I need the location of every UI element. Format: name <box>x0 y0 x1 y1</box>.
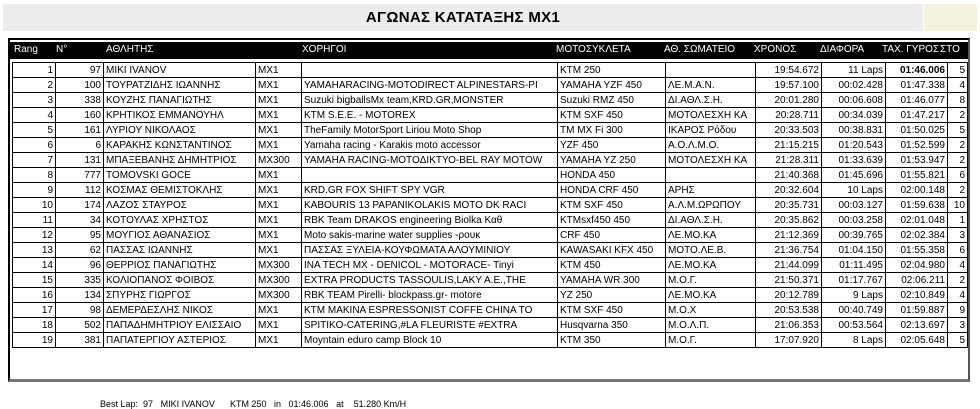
cell-rank: 1 <box>13 63 56 78</box>
cell-rider: ΤΟΥΡΑΤΖΙΔΗΣ ΙΩΑΝΝΗΣ <box>104 78 256 93</box>
cell-bike: Husqvarna 350 <box>558 318 666 333</box>
table-row <box>13 228 968 243</box>
cell-time: 20:28.711 <box>756 108 822 123</box>
cell-rider: ΠΑΠΑΤΕΡΓΙΟΥ ΑΣΤΕΡΙΟΣ <box>104 333 256 348</box>
cell-sponsors <box>302 63 558 78</box>
col-header-best-lap: ΤΑΧ. ΓΥΡΟΣ <box>882 44 940 55</box>
cell-number: 381 <box>56 333 104 348</box>
cell-sponsors: KABOURIS 13 PAPANIKOLAKIS MOTO DK RACI <box>302 198 558 213</box>
cell-lap: 2 <box>948 108 968 123</box>
cell-time: 19:54.672 <box>756 63 822 78</box>
cell-bike: YZ 250 <box>558 288 666 303</box>
cell-club: ΜΟΤΟΛΕΣΧΗ ΚΑ <box>666 153 756 168</box>
cell-lap: 2 <box>948 153 968 168</box>
cell-lap: 5 <box>948 63 968 78</box>
cell-rank: 17 <box>13 303 56 318</box>
table-row <box>13 333 968 348</box>
cell-rider: ΚΟΥΖΗΣ ΠΑΝΑΓΙΩΤΗΣ <box>104 93 256 108</box>
best-lap-number: 97 <box>143 399 154 409</box>
cell-best-lap: 02:01.048 <box>886 213 948 228</box>
cell-diff: 9 Laps <box>822 288 886 303</box>
col-header-rider: ΑΘΛΗΤΗΣ <box>106 44 154 55</box>
cell-time: 17:07.920 <box>756 333 822 348</box>
cell-number: 335 <box>56 273 104 288</box>
cell-diff: 8 Laps <box>822 333 886 348</box>
col-header-rank: Rang <box>14 44 38 55</box>
cell-club: Μ.Ο.Γ. <box>666 273 756 288</box>
cell-rank: 16 <box>13 288 56 303</box>
cell-lap: 9 <box>948 303 968 318</box>
cell-diff: 00:06.608 <box>822 93 886 108</box>
cell-bike: HONDA CRF 450 <box>558 183 666 198</box>
cell-best-lap: 02:04.980 <box>886 258 948 273</box>
cell-diff: 00:53.564 <box>822 318 886 333</box>
cell-rider: ΣΠΥΡΗΣ ΓΙΩΡΓΟΣ <box>104 288 256 303</box>
cell-time: 21:40.368 <box>756 168 822 183</box>
cell-class: MX1 <box>256 213 302 228</box>
cell-club: ΜΟΤΟΛΕΣΧΗ ΚΑ <box>666 108 756 123</box>
cell-best-lap: 01:55.821 <box>886 168 948 183</box>
cell-bike: TM MX Fi 300 <box>558 123 666 138</box>
cell-club: Μ.Ο.Γ. <box>666 333 756 348</box>
col-header-diff: ΔΙΑΦΟΡΑ <box>820 44 865 55</box>
cell-class: MX1 <box>256 168 302 183</box>
cell-number: 777 <box>56 168 104 183</box>
best-lap-speed: 51.280 Km/H <box>353 399 407 409</box>
cell-best-lap: 01:46.006 <box>886 63 948 78</box>
cell-diff: 01:45.696 <box>822 168 886 183</box>
cell-class: MX1 <box>256 333 302 348</box>
cell-rider: ΛΑΖΟΣ ΣΤΑΥΡΟΣ <box>104 198 256 213</box>
best-lap-footer <box>100 399 406 409</box>
cell-club: ΑΡΗΣ <box>666 183 756 198</box>
cell-best-lap: 02:10.849 <box>886 288 948 303</box>
cell-sponsors <box>302 168 558 183</box>
cell-bike: KTM SXF 450 <box>558 303 666 318</box>
cell-rider: ΜΠΑΞΕΒΑΝΗΣ ΔΗΜΗΤΡΙΟΣ <box>104 153 256 168</box>
cell-rank: 11 <box>13 213 56 228</box>
cell-class: MX300 <box>256 273 302 288</box>
cell-club: ΛΕ.ΜΟ.ΚΑ <box>666 288 756 303</box>
cell-bike: KTMsxf450 450 <box>558 213 666 228</box>
cell-number: 338 <box>56 93 104 108</box>
cell-lap: 5 <box>948 333 968 348</box>
col-header-bike: ΜΟΤΟΣΥΚΛΕΤΑ <box>556 44 631 55</box>
table-row <box>13 258 968 273</box>
cell-best-lap: 02:05.648 <box>886 333 948 348</box>
cell-rank: 3 <box>13 93 56 108</box>
table-row <box>13 318 968 333</box>
cell-best-lap: 01:50.025 <box>886 123 948 138</box>
cell-time: 20:01.280 <box>756 93 822 108</box>
table-row <box>13 108 968 123</box>
cell-rank: 12 <box>13 228 56 243</box>
cell-sponsors: Moto sakis-marine water supplies -ρουκ <box>302 228 558 243</box>
cell-lap: 1 <box>948 213 968 228</box>
cell-rank: 14 <box>13 258 56 273</box>
cell-bike: KTM 450 <box>558 258 666 273</box>
cell-class: MX300 <box>256 153 302 168</box>
cell-rider: ΚΑΡΑΚΗΣ ΚΩΝΣΤΑΝΤΙΝΟΣ <box>104 138 256 153</box>
cell-class: MX1 <box>256 243 302 258</box>
cell-time: 20:53.538 <box>756 303 822 318</box>
cell-sponsors: KTM MAKINA ESPRESSONIST COFFE CHINA TO <box>302 303 558 318</box>
cell-number: 161 <box>56 123 104 138</box>
cell-rider: ΜΙΚΙ IVANOV <box>104 63 256 78</box>
cell-time: 21:50.371 <box>756 273 822 288</box>
cell-sponsors: YAMAHA RACING-MOTOΔΙΚΤΥΟ-BEL RAY MOTOW <box>302 153 558 168</box>
col-header-club: ΑΘ. ΣΩΜΑΤΕΙΟ <box>664 44 736 55</box>
cell-class: MX300 <box>256 288 302 303</box>
cell-time: 20:35.862 <box>756 213 822 228</box>
cell-club: Α.Ο.Λ.Μ.Ο. <box>666 138 756 153</box>
col-header-time: ΧΡΟΝΟΣ <box>754 44 797 55</box>
cell-club: ΔΙ.ΑΘΛ.Σ.Η. <box>666 213 756 228</box>
cell-class: MX1 <box>256 198 302 213</box>
cell-best-lap: 01:47.338 <box>886 78 948 93</box>
cell-class: MX1 <box>256 123 302 138</box>
cell-best-lap: 01:47.217 <box>886 108 948 123</box>
table-row <box>13 123 968 138</box>
cell-sponsors: SPITIKO-CATERING,#LA FLEURISTE #EXTRA <box>302 318 558 333</box>
cell-bike: YAMAHA WR 300 <box>558 273 666 288</box>
cell-time: 21:36.754 <box>756 243 822 258</box>
cell-club: Μ.Ο.Χ <box>666 303 756 318</box>
cell-lap: 4 <box>948 78 968 93</box>
cell-rider: ΠΑΠΑΔΗΜΗΤΡΙΟΥ ΕΛΙΣΣΑΙΟ <box>104 318 256 333</box>
cell-club: ΜΟΤΟ.ΛΕ.Β. <box>666 243 756 258</box>
cell-best-lap: 02:06.211 <box>886 273 948 288</box>
cell-bike: KTM SXF 450 <box>558 198 666 213</box>
cell-lap: 10 <box>948 198 968 213</box>
cell-lap: 3 <box>948 318 968 333</box>
best-lap-rider: MIKI IVANOV <box>160 399 215 409</box>
table-row <box>13 153 968 168</box>
cell-diff: 00:03.258 <box>822 213 886 228</box>
cell-best-lap: 01:46.077 <box>886 93 948 108</box>
cell-rank: 9 <box>13 183 56 198</box>
cell-class: MX1 <box>256 63 302 78</box>
cell-sponsors: EXTRA PRODUCTS TASSOULIS,LAKY A.E.,THE <box>302 273 558 288</box>
cell-number: 6 <box>56 138 104 153</box>
table-row <box>13 168 968 183</box>
cell-time: 20:32.604 <box>756 183 822 198</box>
cell-bike: HONDA 450 <box>558 168 666 183</box>
results-frame <box>8 38 970 409</box>
cell-time: 21:15.215 <box>756 138 822 153</box>
best-lap-in: in <box>273 399 281 409</box>
cell-club: ΛΕ.ΜΟ.ΚΑ <box>666 258 756 273</box>
cell-time: 20:35.731 <box>756 198 822 213</box>
cell-club: ΔΙ.ΑΘΛ.Σ.Η. <box>666 93 756 108</box>
cell-sponsors: ΠΑΣΣΑΣ ΞΥΛΕΙΑ-ΚΟΥΦΩΜΑΤΑ ΑΛΟΥΜΙΝΙΟΥ <box>302 243 558 258</box>
cell-bike: KAWASAKI KFX 450 <box>558 243 666 258</box>
cell-class: MX1 <box>256 228 302 243</box>
cell-sponsors: INA TECH MX - DENICOL - MOTORACE- Tinyi <box>302 258 558 273</box>
table-row <box>13 288 968 303</box>
cell-lap: 2 <box>948 183 968 198</box>
cell-lap: 3 <box>948 228 968 243</box>
cell-lap: 4 <box>948 288 968 303</box>
cell-best-lap: 01:59.638 <box>886 198 948 213</box>
cell-diff: 01:11.495 <box>822 258 886 273</box>
cell-rider: ΚΡΗΤΙΚΟΣ ΕΜΜΑΝΟΥΗΛ <box>104 108 256 123</box>
cell-lap: 2 <box>948 138 968 153</box>
table-header <box>10 42 968 59</box>
best-lap-bike: KTM 250 <box>229 399 267 409</box>
cell-club: Μ.Ο.Λ.Π. <box>666 318 756 333</box>
cell-diff: 00:03.127 <box>822 198 886 213</box>
cell-rank: 8 <box>13 168 56 183</box>
cell-bike: YAMAHA YZ 250 <box>558 153 666 168</box>
cell-lap: 5 <box>948 123 968 138</box>
cell-time: 19:57.100 <box>756 78 822 93</box>
cell-rider: ΜΟΥΓΙΟΣ ΑΘΑΝΑΣΙΟΣ <box>104 228 256 243</box>
table-row <box>13 243 968 258</box>
cell-time: 21:28.311 <box>756 153 822 168</box>
cell-sponsors: Yamaha racing - Karakis moto accessor <box>302 138 558 153</box>
cell-rank: 13 <box>13 243 56 258</box>
col-header-sponsors: ΧΟΡΗΓΟΙ <box>302 44 347 55</box>
cell-lap: 6 <box>948 243 968 258</box>
cell-lap: 6 <box>948 168 968 183</box>
cell-rider: ΚΟΛΙΟΠΑΝΟΣ ΦΟΙΒΟΣ <box>104 273 256 288</box>
cell-diff: 00:40.749 <box>822 303 886 318</box>
cell-bike: CRF 450 <box>558 228 666 243</box>
cell-rank: 18 <box>13 318 56 333</box>
cell-time: 21:44.099 <box>756 258 822 273</box>
col-header-number: N° <box>56 44 68 55</box>
page-title: ΑΓΩΝΑΣ ΚΑΤΑΤΑΞΗΣ MX1 <box>365 9 561 26</box>
cell-number: 34 <box>56 213 104 228</box>
cell-best-lap: 01:52.599 <box>886 138 948 153</box>
cell-number: 100 <box>56 78 104 93</box>
cell-number: 131 <box>56 153 104 168</box>
cell-bike: KTM SXF 450 <box>558 108 666 123</box>
cell-time: 21:12.369 <box>756 228 822 243</box>
table-row <box>13 183 968 198</box>
cell-class: MX1 <box>256 303 302 318</box>
cell-number: 97 <box>56 63 104 78</box>
cell-club: ΛΕ.ΜΟ.ΚΑ <box>666 228 756 243</box>
table-row <box>13 138 968 153</box>
cell-club <box>666 168 756 183</box>
best-lap-label: Best Lap: <box>100 399 139 409</box>
cell-rank: 19 <box>13 333 56 348</box>
cell-sponsors: YAMAHARACING-MOTODIRECT ALPINESTARS-PI <box>302 78 558 93</box>
cell-sponsors: Moyntain eduro camp Block 10 <box>302 333 558 348</box>
cell-best-lap: 02:02.384 <box>886 228 948 243</box>
cell-club <box>666 63 756 78</box>
title-side-strip <box>924 4 977 31</box>
cell-class: MX1 <box>256 93 302 108</box>
cell-rank: 2 <box>13 78 56 93</box>
cell-diff: 11 Laps <box>822 63 886 78</box>
cell-number: 160 <box>56 108 104 123</box>
table-row <box>13 93 968 108</box>
col-header-lap: ΣΤΟ <box>940 44 960 55</box>
cell-class: MX1 <box>256 138 302 153</box>
cell-number: 502 <box>56 318 104 333</box>
title-bar <box>3 4 923 31</box>
table-row <box>13 213 968 228</box>
cell-rank: 10 <box>13 198 56 213</box>
cell-number: 134 <box>56 288 104 303</box>
cell-bike: YAMAHA YZF 450 <box>558 78 666 93</box>
cell-sponsors: TheFamily MotorSport Liriou Moto Shop <box>302 123 558 138</box>
cell-class: MX1 <box>256 78 302 93</box>
cell-rank: 5 <box>13 123 56 138</box>
cell-best-lap: 01:55.358 <box>886 243 948 258</box>
cell-time: 20:12.789 <box>756 288 822 303</box>
cell-rank: 7 <box>13 153 56 168</box>
cell-number: 174 <box>56 198 104 213</box>
cell-diff: 01:17.767 <box>822 273 886 288</box>
cell-sponsors: KTM S.E.E. - MOTOREX <box>302 108 558 123</box>
best-lap-time: 01:46.006 <box>288 399 329 409</box>
table-row <box>13 78 968 93</box>
cell-club: ΛΕ.Μ.Α.Ν. <box>666 78 756 93</box>
cell-lap: 4 <box>948 258 968 273</box>
cell-number: 98 <box>56 303 104 318</box>
table-row <box>13 273 968 288</box>
cell-sponsors: Suzuki bigballsMx team,KRD.GR,MONSTER <box>302 93 558 108</box>
cell-time: 20:33.503 <box>756 123 822 138</box>
cell-number: 96 <box>56 258 104 273</box>
cell-rider: TOMOVSKI GOCE <box>104 168 256 183</box>
cell-diff: 01:33.639 <box>822 153 886 168</box>
cell-club: ΙΚΑΡΟΣ Ρόδου <box>666 123 756 138</box>
cell-rank: 4 <box>13 108 56 123</box>
cell-class: MX300 <box>256 258 302 273</box>
cell-bike: KTM 350 <box>558 333 666 348</box>
cell-sponsors: KRD.GR FOX SHIFT SPY VGR <box>302 183 558 198</box>
cell-lap: 2 <box>948 273 968 288</box>
cell-best-lap: 02:00.148 <box>886 183 948 198</box>
cell-rank: 6 <box>13 138 56 153</box>
cell-rider: ΔΕΜΕΡΔΕΣΛΗΣ ΝΙΚΟΣ <box>104 303 256 318</box>
table-row <box>13 63 968 78</box>
cell-rider: ΛΥΡΙΟΥ ΝΙΚΟΛΑΟΣ <box>104 123 256 138</box>
cell-diff: 00:38.831 <box>822 123 886 138</box>
cell-diff: 00:02.428 <box>822 78 886 93</box>
cell-time: 21:06.353 <box>756 318 822 333</box>
cell-class: MX1 <box>256 183 302 198</box>
cell-diff: 10 Laps <box>822 183 886 198</box>
cell-class: MX1 <box>256 108 302 123</box>
table-row <box>13 198 968 213</box>
cell-bike: Suzuki RMZ 450 <box>558 93 666 108</box>
cell-diff: 01:04.150 <box>822 243 886 258</box>
results-table <box>12 62 968 348</box>
cell-rider: ΚΟΣΜΑΣ ΘΕΜΙΣΤΟΚΛΗΣ <box>104 183 256 198</box>
cell-rider: ΘΕΡΡΙΟΣ ΠΑΝΑΓΙΩΤΗΣ <box>104 258 256 273</box>
cell-diff: 00:34.039 <box>822 108 886 123</box>
cell-bike: KTM 250 <box>558 63 666 78</box>
cell-number: 62 <box>56 243 104 258</box>
cell-number: 112 <box>56 183 104 198</box>
cell-rank: 15 <box>13 273 56 288</box>
cell-sponsors: RBK Team DRAKOS engineering Biolka Καθ <box>302 213 558 228</box>
best-lap-at: at <box>336 399 344 409</box>
cell-lap: 8 <box>948 93 968 108</box>
cell-best-lap: 01:59.887 <box>886 303 948 318</box>
cell-sponsors: RBK TEAM Pirelli- blockpass.gr- motore <box>302 288 558 303</box>
cell-rider: ΚΟΤΟΥΛΑΣ ΧΡΗΣΤΟΣ <box>104 213 256 228</box>
cell-best-lap: 02:13.697 <box>886 318 948 333</box>
table-row <box>13 303 968 318</box>
cell-class: MX1 <box>256 318 302 333</box>
cell-bike: YZF 450 <box>558 138 666 153</box>
cell-club: Α.Λ.Μ.ΩΡΩΠΟΥ <box>666 198 756 213</box>
cell-diff: 00:39.765 <box>822 228 886 243</box>
cell-diff: 01:20.543 <box>822 138 886 153</box>
cell-rider: ΠΑΣΣΑΣ ΙΩΑΝΝΗΣ <box>104 243 256 258</box>
cell-number: 95 <box>56 228 104 243</box>
cell-best-lap: 01:53.947 <box>886 153 948 168</box>
